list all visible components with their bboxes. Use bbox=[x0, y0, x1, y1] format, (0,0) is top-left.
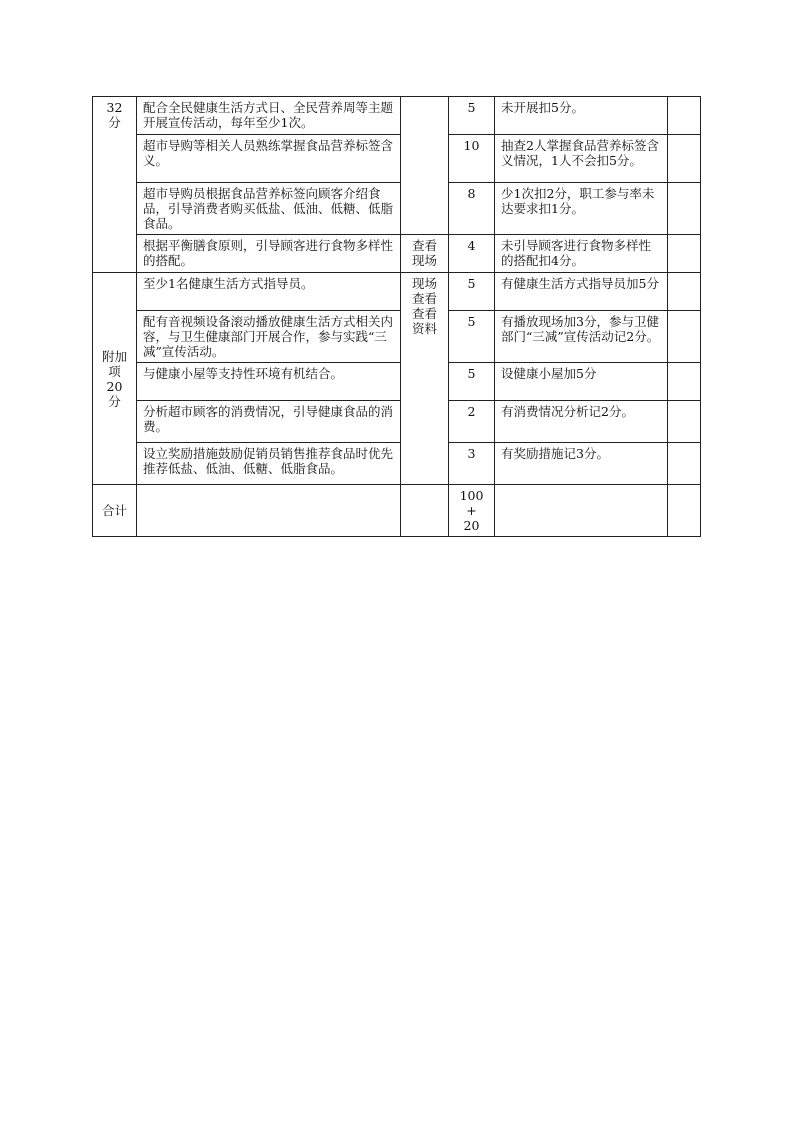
total-score bbox=[449, 485, 495, 537]
category-line: 项 bbox=[108, 363, 121, 379]
content-cell: 配有音视频设备滚动播放健康生活方式相关内容，与卫生健康部门开展合作，参与实践“三减”宣传活动。 bbox=[137, 311, 401, 363]
category-line: 附加 bbox=[101, 348, 127, 364]
method-line: 查看 bbox=[411, 291, 437, 306]
category-line: 20 bbox=[106, 378, 123, 394]
method-cell-empty bbox=[401, 97, 449, 235]
score-cell: 10 bbox=[449, 135, 495, 183]
table-row bbox=[93, 401, 701, 443]
table-row bbox=[93, 135, 701, 183]
criteria-cell: 有健康生活方式指导员加5分 bbox=[495, 273, 668, 311]
blank-cell bbox=[668, 235, 701, 273]
blank-cell bbox=[668, 135, 701, 183]
criteria-cell: 有消费情况分析记2分。 bbox=[495, 401, 668, 443]
score-cell: 5 bbox=[449, 363, 495, 401]
category-cell-group2 bbox=[93, 273, 137, 485]
content-cell: 与健康小屋等支持性环境有机结合。 bbox=[137, 363, 401, 401]
total-label: 合计 bbox=[93, 485, 137, 537]
blank-cell bbox=[495, 485, 668, 537]
blank-cell bbox=[668, 183, 701, 235]
criteria-cell: 有奖励措施记3分。 bbox=[495, 443, 668, 485]
score-cell: 2 bbox=[449, 401, 495, 443]
category-line: 32 bbox=[106, 100, 123, 115]
table-row bbox=[93, 273, 701, 311]
criteria-cell: 未开展扣5分。 bbox=[495, 97, 668, 135]
content-cell: 根据平衡膳食原则，引导顾客进行食物多样性的搭配。 bbox=[137, 235, 401, 273]
method-line: 资料 bbox=[411, 321, 437, 336]
method-line: 查看 bbox=[411, 306, 437, 321]
category-line: 分 bbox=[108, 115, 121, 130]
table-row bbox=[93, 97, 701, 135]
method-line: 现场 bbox=[411, 253, 437, 268]
total-row bbox=[93, 485, 701, 537]
scoring-table bbox=[92, 96, 701, 537]
table-row bbox=[93, 363, 701, 401]
score-cell: 4 bbox=[449, 235, 495, 273]
content-cell: 分析超市顾客的消费情况，引导健康食品的消费。 bbox=[137, 401, 401, 443]
score-cell: 5 bbox=[449, 273, 495, 311]
score-cell: 5 bbox=[449, 311, 495, 363]
method-cell bbox=[401, 235, 449, 273]
blank-cell bbox=[668, 97, 701, 135]
blank-cell bbox=[401, 485, 449, 537]
criteria-cell: 设健康小屋加5分 bbox=[495, 363, 668, 401]
total-score-line: 20 bbox=[463, 518, 480, 533]
blank-cell bbox=[668, 273, 701, 311]
content-cell: 配合全民健康生活方式日、全民营养周等主题开展宣传活动，每年至少1次。 bbox=[137, 97, 401, 135]
table-row bbox=[93, 443, 701, 485]
table-row bbox=[93, 235, 701, 273]
content-cell: 超市导购等相关人员熟练掌握食品营养标签含义。 bbox=[137, 135, 401, 183]
score-cell: 3 bbox=[449, 443, 495, 485]
criteria-cell: 有播放现场加3分，参与卫健部门“三减”宣传活动记2分。 bbox=[495, 311, 668, 363]
criteria-cell: 少1次扣2分，职工参与率未达要求扣1分。 bbox=[495, 183, 668, 235]
table-row bbox=[93, 311, 701, 363]
score-cell: 5 bbox=[449, 97, 495, 135]
blank-cell bbox=[668, 363, 701, 401]
blank-cell bbox=[668, 485, 701, 537]
category-line: 分 bbox=[108, 393, 121, 409]
blank-cell bbox=[668, 443, 701, 485]
category-cell-group1 bbox=[93, 97, 137, 273]
method-line: 现场 bbox=[411, 276, 437, 291]
total-score-line: 100+ bbox=[459, 488, 484, 518]
blank-cell bbox=[137, 485, 401, 537]
table-row bbox=[93, 183, 701, 235]
content-cell: 超市导购员根据食品营养标签向顾客介绍食品，引导消费者购买低盐、低油、低糖、低脂食品。 bbox=[137, 183, 401, 235]
criteria-cell: 抽查2人掌握食品营养标签含义情况，1人不会扣5分。 bbox=[495, 135, 668, 183]
score-cell: 8 bbox=[449, 183, 495, 235]
blank-cell bbox=[668, 311, 701, 363]
content-cell: 设立奖励措施鼓励促销员销售推荐食品时优先推荐低盐、低油、低糖、低脂食品。 bbox=[137, 443, 401, 485]
blank-cell bbox=[668, 401, 701, 443]
method-cell bbox=[401, 273, 449, 485]
content-cell: 至少1名健康生活方式指导员。 bbox=[137, 273, 401, 311]
method-line: 查看 bbox=[411, 238, 437, 253]
criteria-cell: 未引导顾客进行食物多样性的搭配扣4分。 bbox=[495, 235, 668, 273]
